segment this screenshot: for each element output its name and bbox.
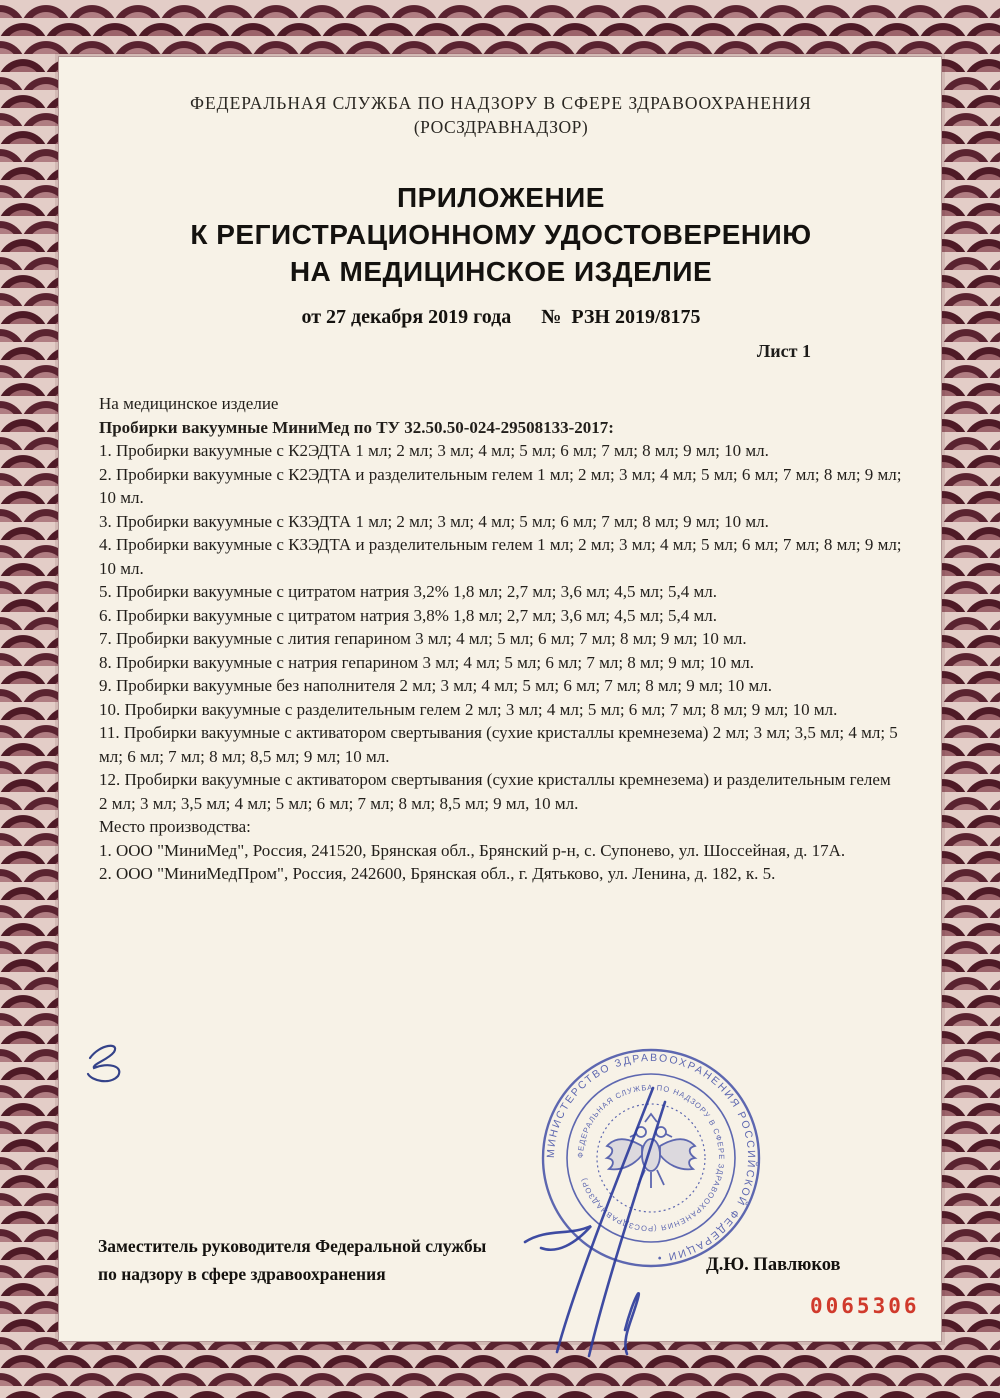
signer-title-line2: по надзору в сфере здравоохранения	[98, 1264, 386, 1284]
signer-title-line1: Заместитель руководителя Федеральной службы	[98, 1236, 487, 1256]
sheet-number: Лист 1	[756, 341, 811, 361]
intro-line: На медицинское изделие	[99, 394, 279, 413]
document-content	[59, 57, 941, 1341]
list-item: 11. Пробирки вакуумные с активатором свертывания (сухие кристаллы кремнезема) 2 мл; 3 мл; 3,5 мл; 4 мл; 5 мл; 6 мл; 7 мл; 8 мл; 8,5 мл; 9 мл; 10 мл.	[99, 723, 898, 766]
agency-abbreviation: (РОСЗДРАВНАДЗОР)	[413, 117, 589, 137]
registration-number: РЗН 2019/8175	[571, 306, 701, 328]
list-item: 6. Пробирки вакуумные с цитратом натрия 3,8% 1,8 мл; 2,7 мл; 3,6 мл; 4,5 мл; 5,4 мл.	[99, 605, 717, 625]
stamp-outer-text: МИНИСТЕРСТВО ЗДРАВООХРАНЕНИЯ РОССИЙСКОЙ ФЕДЕРАЦИИ •	[544, 1051, 758, 1264]
list-item: 7. Пробирки вакуумные с лития гепарином 3 мл; 4 мл; 5 мл; 6 мл; 7 мл; 8 мл; 9 мл; 10 мл.	[99, 629, 747, 648]
issue-date: от 27 декабря 2019 года	[301, 306, 512, 328]
list-item: 4. Пробирки вакуумные с КЗЭДТА и разделительным гелем 1 мл; 2 мл; 3 мл; 4 мл; 5 мл; 6 мл; 7 мл; 8 мл; 9 мл; 10 мл.	[99, 535, 902, 578]
serial-number: 0065306	[810, 1294, 920, 1318]
signature	[505, 1030, 740, 1375]
list-item: 8. Пробирки вакуумные с натрия гепарином 3 мл; 4 мл; 5 мл; 6 мл; 7 мл; 8 мл; 9 мл; 10 мл.	[99, 652, 754, 672]
document-title	[99, 179, 903, 290]
production-heading: Место производства:	[99, 817, 251, 836]
number-sign: №	[541, 306, 562, 328]
signer-name: Д.Ю. Павлюков	[706, 1255, 841, 1275]
production-site: 2. ООО "МиниМедПром", Россия, 242600, Брянская обл., г. Дятьково, ул. Ленина, д. 182, к. 5.	[99, 864, 776, 883]
list-item: 10. Пробирки вакуумные с разделительным гелем 2 мл; 3 мл; 4 мл; 5 мл; 6 мл; 7 мл; 8 мл; 9 мл; 10 мл.	[99, 699, 838, 719]
document-body-text	[99, 392, 903, 886]
list-item: 3. Пробирки вакуумные с КЗЭДТА 1 мл; 2 мл; 3 мл; 4 мл; 5 мл; 6 мл; 7 мл; 8 мл; 9 мл; 10 мл.	[99, 511, 769, 531]
list-item: 9. Пробирки вакуумные без наполнителя 2 мл; 3 мл; 4 мл; 5 мл; 6 мл; 7 мл; 8 мл; 9 мл; 10 мл.	[99, 676, 772, 695]
list-item: 5. Пробирки вакуумные с цитратом натрия 3,2% 1,8 мл; 2,7 мл; 3,6 мл; 4,5 мл; 5,4 мл.	[99, 582, 717, 601]
doc-title-line1: ПРИЛОЖЕНИЕ	[397, 182, 605, 213]
document-sheet	[58, 56, 942, 1342]
initial-mark	[80, 1040, 140, 1088]
doc-title-line3: НА МЕДИЦИНСКОЕ ИЗДЕЛИЕ	[289, 256, 713, 287]
list-item: 12. Пробирки вакуумные с активатором свертывания (сухие кристаллы кремнезема) и разделительным гелем 2 мл; 3 мл; 3,5 мл; 4 мл; 5 мл; 6 мл; 7 мл; 8 мл; 8,5 мл; 9 мл, 10 мл.	[99, 770, 891, 813]
production-site: 1. ООО "МиниМед", Россия, 241520, Брянская обл., Брянский р-н, с. Супонево, ул. Шоссейная, д. 17А.	[99, 840, 846, 860]
product-title: Пробирки вакуумные МиниМед по ТУ 32.50.50-024-29508133-2017:	[99, 417, 614, 437]
signer-title	[98, 1232, 486, 1288]
list-item: 2. Пробирки вакуумные с К2ЭДТА и разделительным гелем 1 мл; 2 мл; 3 мл; 4 мл; 5 мл; 6 мл; 7 мл; 8 мл; 9 мл; 10 мл.	[99, 464, 902, 507]
list-item: 1. Пробирки вакуумные с К2ЭДТА 1 мл; 2 мл; 3 мл; 4 мл; 5 мл; 6 мл; 7 мл; 8 мл; 9 мл; 10 мл.	[99, 441, 769, 460]
agency-name: ФЕДЕРАЛЬНАЯ СЛУЖБА ПО НАДЗОРУ В СФЕРЕ ЗДРАВООХРАНЕНИЯ	[190, 93, 812, 113]
issue-date-row	[99, 306, 903, 329]
stamp-inner-text: ФЕДЕРАЛЬНАЯ СЛУЖБА ПО НАДЗОРУ В СФЕРЕ ЗДРАВООХРАНЕНИЯ (РОСЗДРАВНАДЗОР)	[575, 1082, 727, 1234]
doc-title-line2: К РЕГИСТРАЦИОННОМУ УДОСТОВЕРЕНИЮ	[190, 219, 812, 250]
